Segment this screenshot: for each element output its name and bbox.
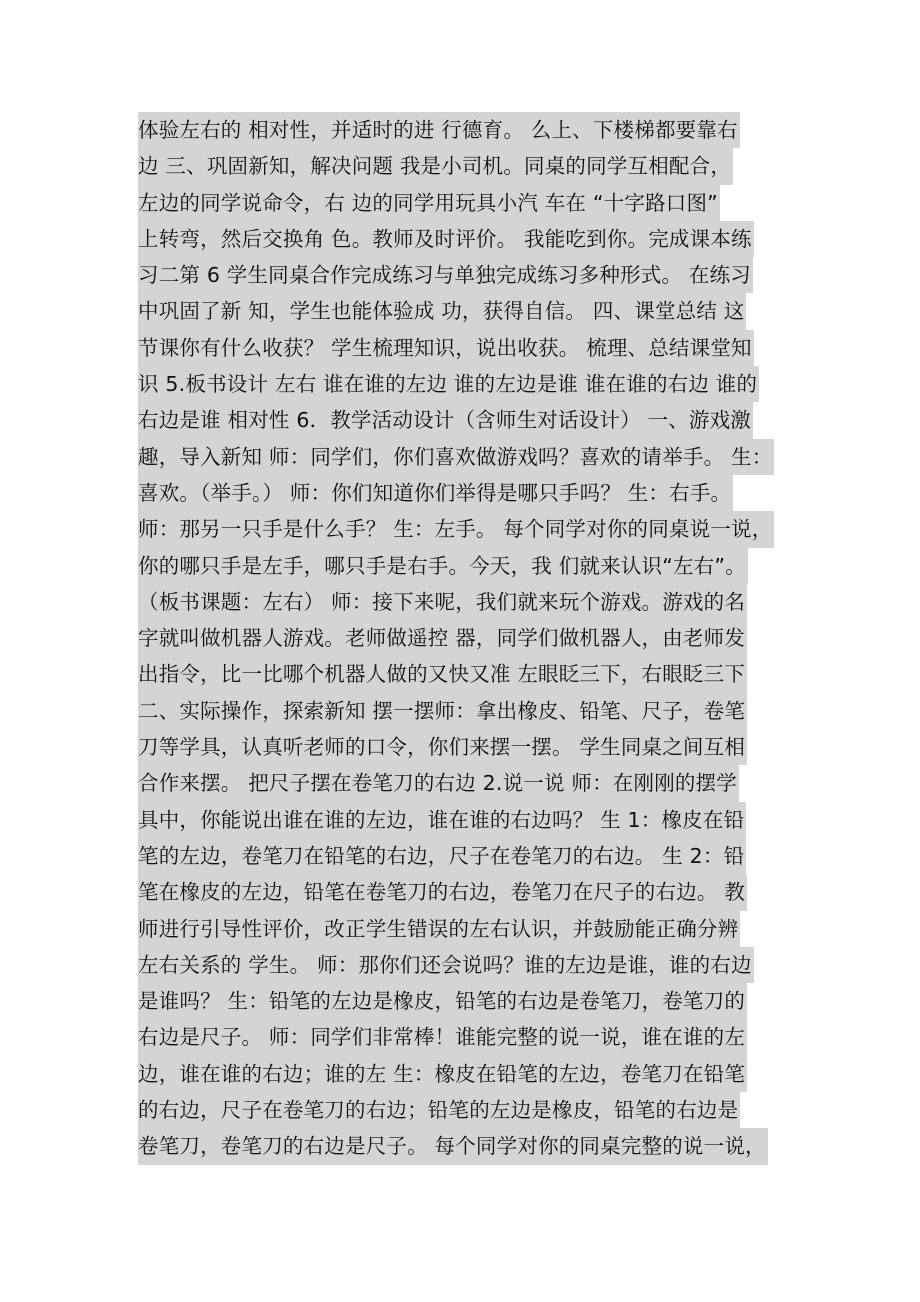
text-line-content: 边 三、巩固新知，解决问题 我是小司机。同桌的同学互相配合，	[138, 148, 733, 184]
text-line	[138, 548, 808, 584]
text-line	[138, 765, 808, 801]
text-line	[138, 511, 808, 547]
text-line	[138, 439, 808, 475]
text-line-content: 识 5.板书设计 左右 谁在谁的左边 谁的左边是谁 谁在谁的右边 谁的	[138, 366, 759, 402]
text-line-content: 二、实际操作，探索新知 摆一摆师：拿出橡皮、铅笔、尺子，卷笔	[138, 693, 747, 729]
text-line	[138, 947, 808, 983]
text-line	[138, 148, 808, 184]
text-line-content: （板书课题：左右） 师：接下来呢，我们就来玩个游戏。游戏的名	[138, 584, 747, 620]
text-line-content: 的右边，尺子在卷笔刀的右边；铅笔的左边是橡皮，铅笔的右边是	[138, 1092, 740, 1128]
text-line-content: 具中，你能说出谁在谁的左边，谁在谁的右边吗？ 生 1：橡皮在铅	[138, 802, 746, 838]
text-line-content: 是谁吗？ 生：铅笔的左边是橡皮，铅笔的右边是卷笔刀，卷笔刀的	[138, 983, 747, 1019]
text-line	[138, 293, 808, 329]
text-line	[138, 221, 808, 257]
text-line	[138, 185, 808, 221]
text-line	[138, 620, 808, 656]
text-line-content: 笔在橡皮的左边，铅笔在卷笔刀的右边，卷笔刀在尺子的右边。 教	[138, 874, 747, 910]
text-line	[138, 584, 808, 620]
text-line-content: 卷笔刀，卷笔刀的右边是尺子。 每个同学对你的同桌完整的说一说，	[138, 1128, 768, 1164]
text-line	[138, 656, 808, 692]
text-line	[138, 1019, 808, 1055]
text-line-content: 上转弯，然后交换角 色。教师及时评价。 我能吃到你。完成课本练	[138, 221, 754, 257]
text-line	[138, 983, 808, 1019]
text-line-content: 笔的左边，卷笔刀在铅笔的右边，尺子在卷笔刀的右边。 生 2：铅	[138, 838, 746, 874]
text-line-content: 体验左右的 相对性，并适时的进 行德育。 么上、下楼梯都要靠右	[138, 112, 740, 148]
text-line-content: 出指令，比一比哪个机器人做的又快又准 左眼眨三下，右眼眨三下	[138, 656, 747, 692]
text-line	[138, 112, 808, 148]
text-line-content: 右边是谁 相对性 6．教学活动设计（含师生对话设计） 一、游戏激	[138, 402, 753, 438]
text-line-content: 喜欢。（举手。） 师：你们知道你们举得是哪只手吗？ 生：右手。	[138, 475, 733, 511]
text-line	[138, 402, 808, 438]
text-line	[138, 838, 808, 874]
text-line-content: 趣，导入新知 师：同学们，你们喜欢做游戏吗？喜欢的请举手。 生：	[138, 439, 774, 475]
text-line	[138, 911, 808, 947]
text-line	[138, 874, 808, 910]
text-line-content: 边，谁在谁的右边；谁的左 生：橡皮在铅笔的左边，卷笔刀在铅笔	[138, 1056, 747, 1092]
text-line-content: 中巩固了新 知，学生也能体验成 功，获得自信。 四、课堂总结 这	[138, 293, 746, 329]
text-line-content: 师进行引导性评价，改正学生错误的左右认识，并鼓励能正确分辨	[138, 911, 740, 947]
text-line-content: 右边是尺子。 师：同学们非常棒！谁能完整的说一说，谁在谁的左	[138, 1019, 747, 1055]
text-line	[138, 1128, 808, 1164]
text-line	[138, 257, 808, 293]
text-line	[138, 1092, 808, 1128]
text-line-content: 合作来摆。 把尺子摆在卷笔刀的右边 2.说一说 师：在刚刚的摆学	[138, 765, 739, 801]
text-line-content: 刀等学具，认真听老师的口令，你们来摆一摆。 学生同桌之间互相	[138, 729, 747, 765]
text-line	[138, 330, 808, 366]
text-line	[138, 729, 808, 765]
text-line-content: 你的哪只手是左手，哪只手是右手。今天，我 们就来认识“左右”。	[138, 548, 748, 584]
text-line	[138, 366, 808, 402]
text-line	[138, 802, 808, 838]
text-line-content: 左右关系的 学生。 师：那你们还会说吗？谁的左边是谁，谁的右边	[138, 947, 754, 983]
text-line-content: 师：那另一只手是什么手？ 生：左手。 每个同学对你的同桌说一说，	[138, 511, 774, 547]
text-line	[138, 475, 808, 511]
text-line	[138, 1056, 808, 1092]
text-line-content: 字就叫做机器人游戏。老师做遥控 器，同学们做机器人，由老师发	[138, 620, 747, 656]
document-body	[138, 112, 808, 1165]
text-line	[138, 693, 808, 729]
text-line-content: 节课你有什么收获？ 学生梳理知识，说出收获。 梳理、总结课堂知	[138, 330, 754, 366]
text-line-content: 左边的同学说命令，右 边的同学用玩具小汽 车在 “十字路口图”	[138, 185, 720, 221]
text-line-content: 习二第 6 学生同桌合作完成练习与单独完成练习多种形式。 在练习	[138, 257, 753, 293]
